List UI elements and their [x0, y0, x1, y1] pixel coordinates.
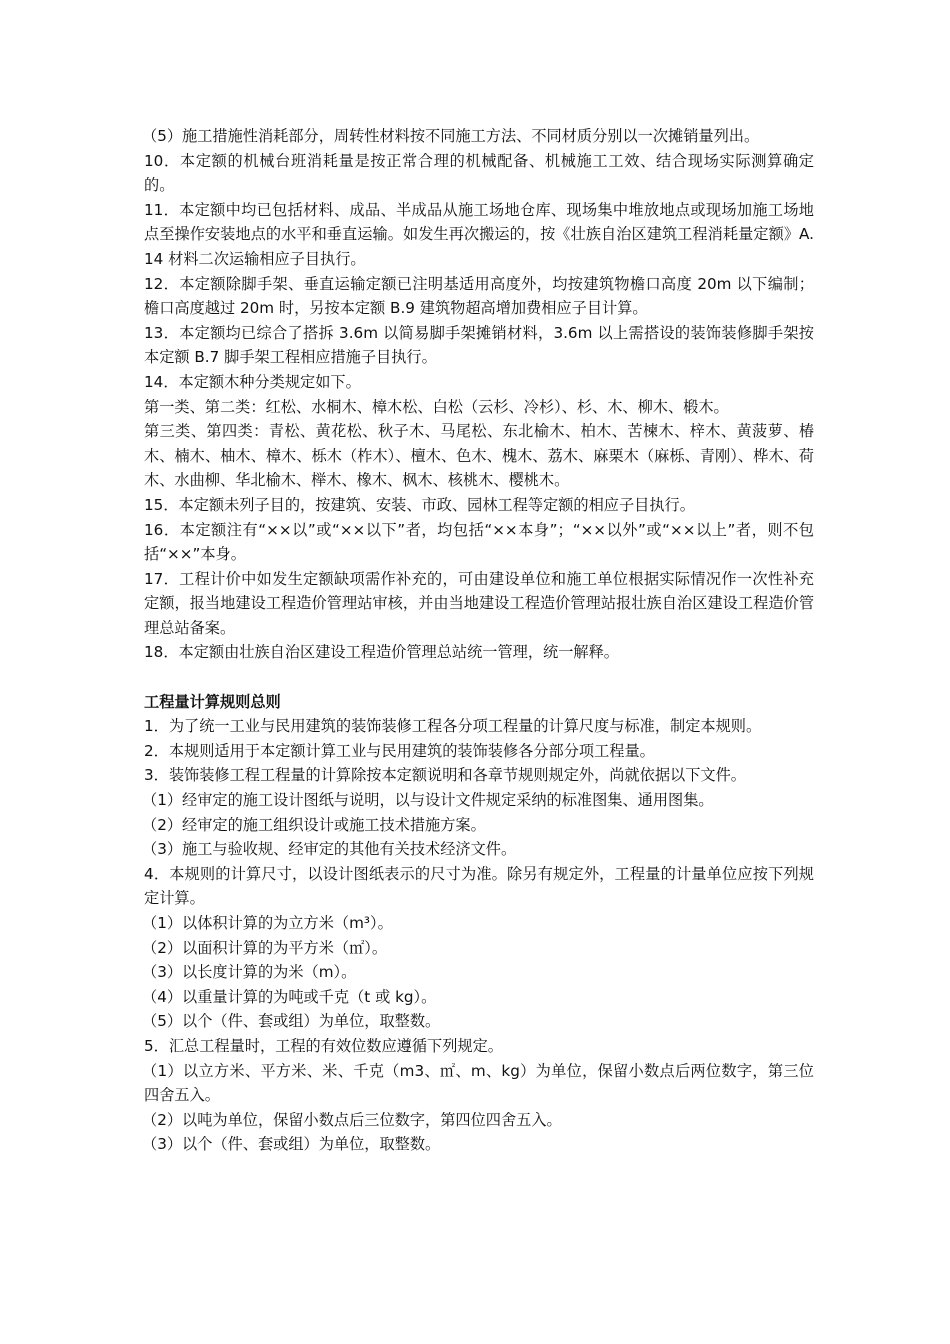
paragraph: 16．本定额注有“××以”或“××以下”者，均包括“××本身”；“××以外”或“××以上”者，则不包括“××”本身。 [144, 520, 814, 564]
section-heading: 工程量计算规则总则 [144, 692, 281, 711]
paragraph: 17．工程计价中如发生定额缺项需作补充的，可由建设单位和施工单位根据实际情况作一次性补充定额，报当地建设工程造价管理站审核，并由当地建设工程造价管理站报壮族自治区建设工程造价管理总站备案。 [144, 569, 814, 637]
paragraph: 12．本定额除脚手架、垂直运输定额已注明基适用高度外，均按建筑物檐口高度 20m 以下编制；檐口高度越过 20m 时，另按本定额 B.9 建筑物超高增加费相应子目计算。 [144, 274, 814, 318]
paragraph: 1．为了统一工业与民用建筑的装饰装修工程各分项工程量的计算尺度与标准，制定本规则。 [144, 717, 762, 736]
paragraph: （1）经审定的施工设计图纸与说明，以与设计文件规定采纳的标准图集、通用图集。 [142, 791, 714, 810]
paragraph: （2）以面积计算的为平方米（㎡）。 [142, 938, 388, 957]
paragraph: （3）施工与验收规、经审定的其他有关技术经济文件。 [142, 840, 517, 859]
paragraph: （1）以立方米、平方米、米、千克（m3、㎡、m、kg）为单位，保留小数点后两位数字，第三位四舍五入。 [142, 1061, 814, 1105]
paragraph: 第一类、第二类：红松、水桐木、樟木松、白松（云杉、冷杉）、杉、木、柳木、椴木。 [144, 397, 729, 416]
paragraph: （4）以重量计算的为吨或千克（t 或 kg）。 [142, 987, 437, 1006]
paragraph: （2）经审定的施工组织设计或施工技术措施方案。 [142, 815, 486, 834]
paragraph: （5）施工措施性消耗部分，周转性材料按不同施工方法、不同材质分别以一次摊销量列出。 [142, 127, 760, 145]
paragraph: 2．本规则适用于本定额计算工业与民用建筑的装饰装修各分部分项工程量。 [144, 741, 655, 760]
paragraph: 18．本定额由壮族自治区建设工程造价管理总站统一管理，统一解释。 [144, 643, 619, 662]
paragraph: 3．装饰装修工程工程量的计算除按本定额说明和各章节规则规定外，尚就依据以下文件。 [144, 766, 746, 785]
paragraph: （1）以体积计算的为立方米（m³）。 [142, 914, 393, 932]
section-calculation-rules [144, 714, 814, 1157]
paragraph: 11．本定额中均已包括材料、成品、半成品从施工场地仓库、现场集中堆放地点或现场加施工场地点至操作安装地点的水平和垂直运输。如发生再次搬运的，按《壮族自治区建筑工程消耗量定额》A.14 材料二次运输相应子目执行。 [144, 200, 814, 268]
paragraph: 第三类、第四类：青松、黄花松、秋子木、马尾松、东北榆木、柏木、苦楝木、梓木、黄菠萝、椿木、楠木、柚木、樟木、栎木（柞木）、檀木、色木、槐木、荔木、麻栗木（麻栎、青刚）、桦木、荷木、水曲柳、华北榆木、榉木、橡木、枫木、核桃木、樱桃木。 [144, 422, 814, 490]
paragraph: （3）以个（件、套或组）为单位，取整数。 [142, 1135, 441, 1154]
paragraph: 10．本定额的机械台班消耗量是按正常合理的机械配备、机械施工工效、结合现场实际测算确定的。 [144, 151, 814, 195]
paragraph: （5）以个（件、套或组）为单位，取整数。 [142, 1012, 441, 1031]
paragraph: （2）以吨为单位，保留小数点后三位数字，第四位四舍五入。 [142, 1110, 562, 1129]
section-definitions [144, 124, 814, 665]
paragraph: 15．本定额未列子目的，按建筑、安装、市政、园林工程等定额的相应子目执行。 [144, 495, 695, 514]
paragraph: 5．汇总工程量时，工程的有效位数应遵循下列规定。 [144, 1036, 503, 1055]
paragraph: 4．本规则的计算尺寸，以设计图纸表示的尺寸为准。除另有规定外，工程量的计量单位应按下列规定计算。 [144, 864, 814, 908]
paragraph: 13．本定额均已综合了搭拆 3.6m 以简易脚手架摊销材料，3.6m 以上需搭设的装饰装修脚手架按本定额 B.7 脚手架工程相应措施子目执行。 [144, 323, 814, 367]
paragraph: 14．本定额木种分类规定如下。 [144, 372, 361, 391]
document-page [144, 124, 814, 1157]
paragraph: （3）以长度计算的为米（m）。 [142, 963, 357, 982]
